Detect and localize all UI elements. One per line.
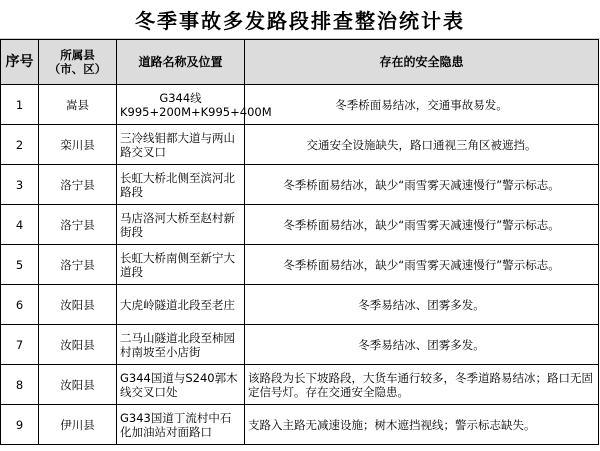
- cell-county: 汝阳县: [39, 365, 117, 405]
- header-county-line1: 所属县: [60, 48, 95, 62]
- table-row: [1, 245, 599, 285]
- table-row: [1, 325, 599, 365]
- cell-county: 洛宁县: [39, 205, 117, 245]
- cell-road: [117, 85, 272, 125]
- cell-hazard: 该路段为长下坡路段，大货车通行较多，冬季道路易结冰；路口无固定信号灯。存在交通安全隐患。: [245, 365, 599, 405]
- table-title: 冬季事故多发路段排查整治统计表: [135, 8, 465, 33]
- cell-county: 嵩县: [39, 85, 117, 125]
- cell-number: 1: [1, 85, 39, 125]
- header-road: 道路名称及位置: [117, 40, 245, 85]
- cell-county: 栾川县: [39, 125, 117, 165]
- cell-road: 三冷线钼都大道与两山路交叉口: [117, 125, 245, 165]
- cell-county: 伊川县: [39, 405, 117, 445]
- cell-number: 9: [1, 405, 39, 445]
- header-number: 序号: [1, 40, 39, 85]
- cell-road: 二马山隧道北段至柿园村南坡至小店街: [117, 325, 245, 365]
- statistics-table: [0, 39, 599, 445]
- cell-road-line2: K995+200M+K995+400M: [120, 104, 272, 119]
- cell-number: 2: [1, 125, 39, 165]
- cell-county: 洛宁县: [39, 165, 117, 205]
- table-row: [1, 285, 599, 325]
- table-row: [1, 365, 599, 405]
- cell-hazard: 冬季桥面易结冰，缺少“雨雪雾天减速慢行”警示标志。: [245, 165, 599, 205]
- cell-hazard: 冬季桥面易结冰，缺少“雨雪雾天减速慢行”警示标志。: [245, 245, 599, 285]
- header-hazard: 存在的安全隐患: [245, 40, 599, 85]
- table-row: [1, 405, 599, 445]
- cell-road: G343国道丁流村中石化加油站对面路口: [117, 405, 245, 445]
- title-row: [0, 0, 600, 39]
- cell-road: 长虹大桥南侧至新宁大道段: [117, 245, 245, 285]
- cell-number: 8: [1, 365, 39, 405]
- cell-county: 汝阳县: [39, 285, 117, 325]
- cell-county: 汝阳县: [39, 325, 117, 365]
- cell-road-line1: G344线: [159, 90, 202, 105]
- header-county-line2: （市、区）: [48, 62, 107, 76]
- cell-hazard: 冬季桥面易结冰，交通事故易发。: [245, 85, 599, 125]
- cell-hazard: 冬季桥面易结冰，缺少“雨雪雾天减速慢行”警示标志。: [245, 205, 599, 245]
- cell-road: 长虹大桥北侧至滨河北路段: [117, 165, 245, 205]
- cell-road: G344国道与S240郭木线交叉口处: [117, 365, 245, 405]
- table-row: [1, 125, 599, 165]
- cell-number: 5: [1, 245, 39, 285]
- cell-road: 马店洛河大桥至赵村新街段: [117, 205, 245, 245]
- header-row: [1, 40, 599, 85]
- table-row: [1, 165, 599, 205]
- cell-hazard: 交通安全设施缺失，路口通视三角区被遮挡。: [245, 125, 599, 165]
- cell-hazard: 冬季易结冰、团雾多发。: [245, 285, 599, 325]
- table-row: [1, 205, 599, 245]
- cell-number: 3: [1, 165, 39, 205]
- cell-hazard: 支路入主路无减速设施；树木遮挡视线；警示标志缺失。: [245, 405, 599, 445]
- cell-county: 洛宁县: [39, 245, 117, 285]
- table-row: [1, 85, 599, 125]
- cell-road: 大虎岭隧道北段至老庄: [117, 285, 245, 325]
- cell-hazard: 冬季易结冰、团雾多发。: [245, 325, 599, 365]
- header-county: [39, 40, 117, 85]
- cell-number: 4: [1, 205, 39, 245]
- cell-number: 7: [1, 325, 39, 365]
- cell-number: 6: [1, 285, 39, 325]
